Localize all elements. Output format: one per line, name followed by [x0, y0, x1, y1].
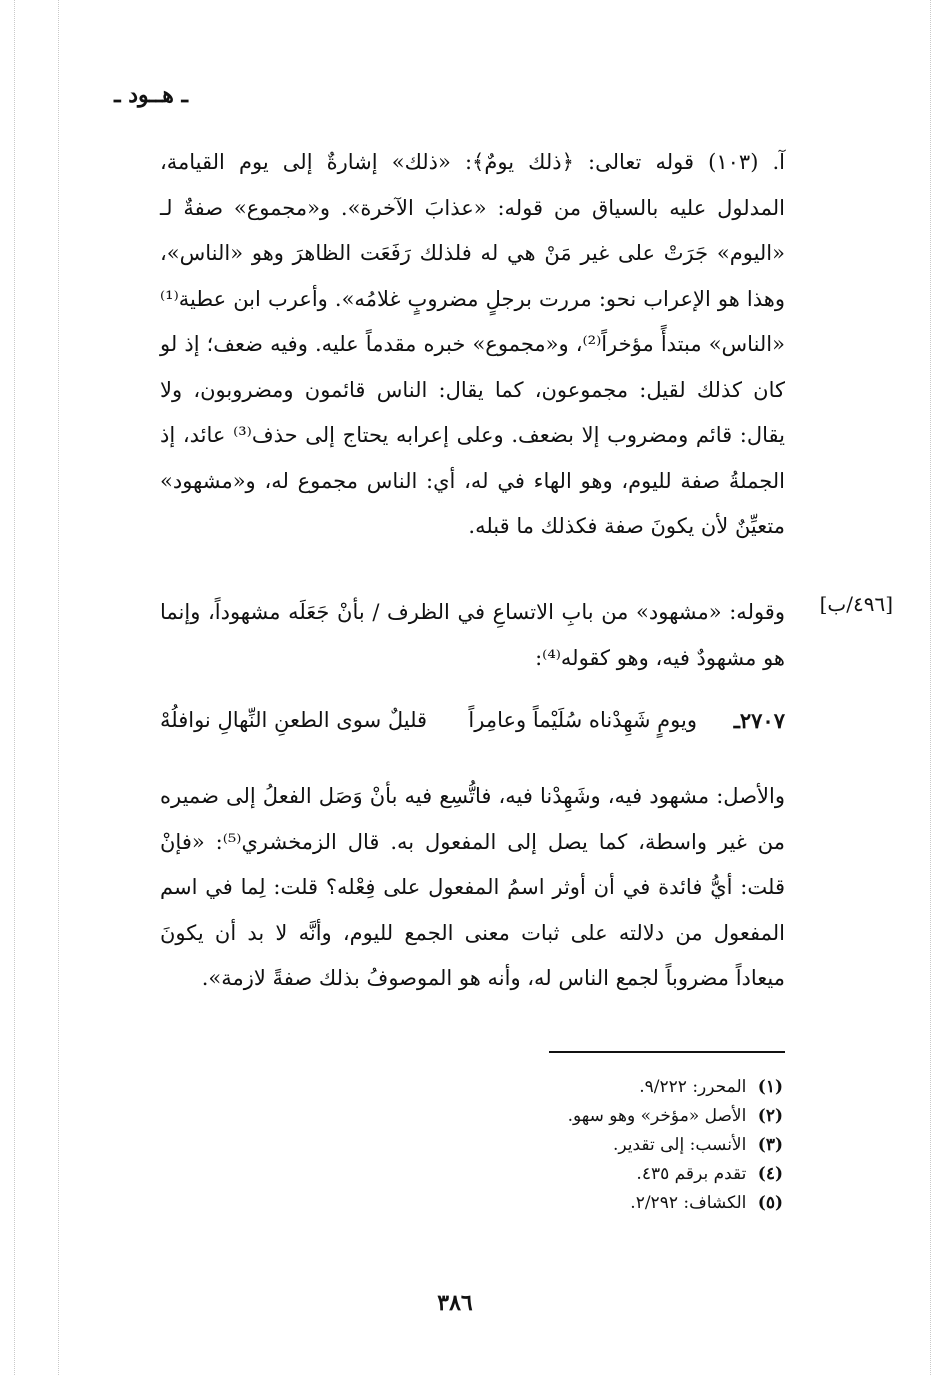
footnote-number: (٤)	[757, 1164, 783, 1184]
footnote-item	[183, 1073, 783, 1102]
footnote-text: المحرر: ٩/٢٢٢.	[639, 1077, 747, 1097]
body-paragraph-3: والأصل: مشهود فيه، وشَهِدْنا فيه، فاتُّسِع فيه بأنْ وَصَل الفعلُ إلى ضميره من غير واسطة، كما يصل إلى المفعول به. قال الزمخشري⁽⁵⁾: «فإنْ قلت: أيُّ فائدة في أن أوثر اسمُ المفعول على فِعْله؟ قلت: لِما في اسم المفعول من دلالته على ثبات معنى الجمع لليوم، وأنَّه لا بد أن يكونَ ميعاداً مضروباً لجمع الناس له، وأنه هو الموصوفُ بذلك صفةً لازمة».	[160, 784, 785, 990]
footnote-number: (٣)	[757, 1135, 783, 1155]
verse-first-hemistich: ويومٍ شَهِدْناه سُلَيْماً وعامِراً	[468, 708, 697, 732]
footnote-item	[183, 1189, 783, 1218]
footnote-item	[183, 1102, 783, 1131]
page-number: ٣٨٦	[437, 1290, 473, 1316]
margin-folio-reference: [٤٩٦/ب]	[819, 592, 893, 616]
footnote-text: الأصل «مؤخر» وهو سهو.	[567, 1106, 747, 1126]
scan-dotted-line	[14, 0, 15, 1375]
footnote-item	[183, 1131, 783, 1160]
poetry-verse	[160, 700, 785, 745]
footnote-text: الكشاف: ٢/٢٩٢.	[630, 1193, 747, 1213]
footnote-text: تقدم برقم ٤٣٥.	[636, 1164, 747, 1184]
body-paragraph-1: آ. (١٠٣) قوله تعالى: ﴿ذلك يومٌ﴾: «ذلك» إشارةٌ إلى يوم القيامة، المدلول عليه بالسياق من قوله: «عذابَ الآخرة». و«مجموع» صفةٌ لـ «اليوم» جَرَتْ على غير مَنْ هي له فلذلك رَفَعَت الظاهرَ وهو «الناس»، وهذا هو الإعراب نحو: مررت برجلٍ مضروبٍ غلامُه». وأعرب ابن عطية⁽¹⁾ «الناس» مبتدأً مؤخراً⁽²⁾، و«مجموع» خبره مقدماً عليه. وفيه ضعف؛ إذ لو كان كذلك لقيل: مجموعون، كما يقال: الناس قائمون ومضروبون، ولا يقال: قائم ومضروب إلا بضعف. وعلى إعرابه يحتاج إلى حذف⁽³⁾ عائد، إذ الجملةُ صفة لليوم، وهو الهاء في له، أي: الناس مجموع له، و«مشهود» متعيِّنٌ لأن يكونَ صفة فكذلك ما قبله.	[160, 150, 785, 538]
footnote-text: الأنسب: إلى تقدير.	[612, 1135, 747, 1155]
footnote-number: (٢)	[757, 1106, 783, 1126]
footnote-separator	[549, 1051, 785, 1053]
footnotes-list	[183, 1073, 783, 1218]
running-head: ـ هــود ـ	[114, 82, 188, 108]
body-paragraph-2: وقوله: «مشهود» من بابِ الاتساعِ في الظرف / بأنْ جَعَلَه مشهوداً، وإنما هو مشهودٌ فيه، وهو كقوله⁽⁴⁾:	[160, 600, 785, 670]
scan-dotted-line	[930, 0, 931, 1375]
footnote-number: (١)	[757, 1077, 783, 1097]
verse-number: ٢٧٠٧ـ	[733, 708, 785, 733]
footnote-item	[183, 1160, 783, 1189]
footnote-number: (٥)	[757, 1193, 783, 1213]
verse-second-hemistich: قليلٌ سوى الطعنِ النِّهالِ نوافلُهْ	[160, 708, 428, 732]
scan-dotted-line	[58, 0, 59, 1375]
